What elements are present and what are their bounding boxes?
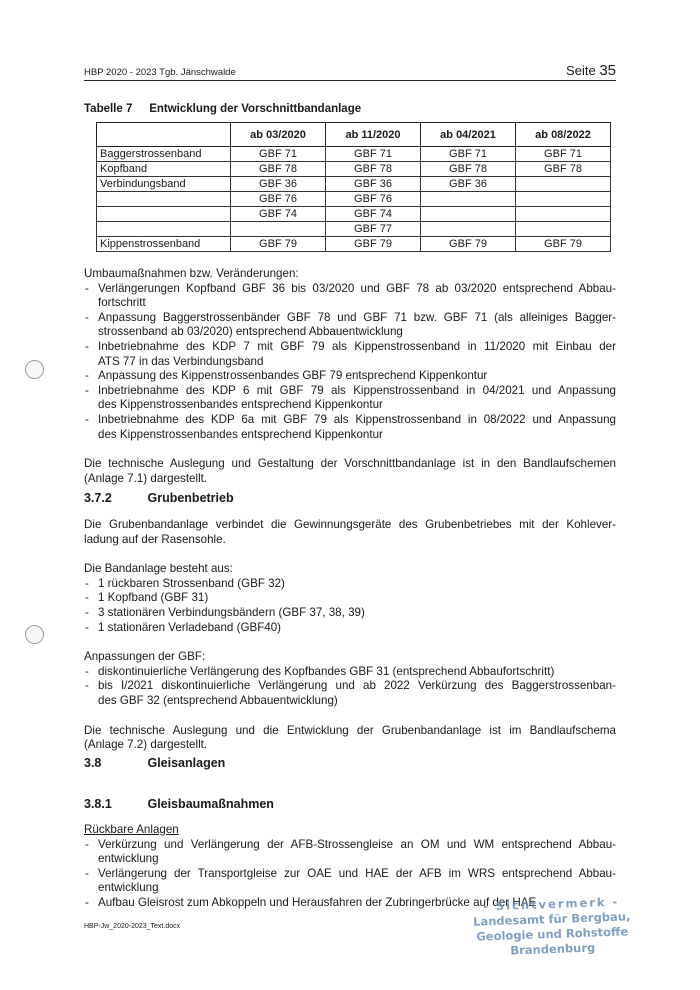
list-item-line: des GBF 32 (entsprechend Abbauentwicklung): [98, 693, 338, 707]
punch-hole: [25, 625, 44, 644]
table-header-cell: ab 11/2020: [326, 123, 421, 147]
list-item-line: - diskontinuierliche Verlängerung des Kopfbandes GBF 31 (entsprechend Abbaufortschritt): [98, 664, 555, 678]
table-row: [97, 237, 611, 252]
umbau-closing-line: Die technische Auslegung und Gestaltung der Vorschnittbandanlage ist in den Bandlaufschemen: [84, 457, 616, 471]
stamp-line: - Sichtvermerk -: [482, 894, 620, 914]
bandanlage-list-item: [84, 591, 616, 606]
stamp-line: Brandenburg: [510, 940, 596, 958]
list-item-line: - Inbetriebnahme des KDP 7 mit GBF 79 als Kippenstrossenband in 11/2020 mit Einbau der: [98, 339, 616, 353]
table-cell: GBF 79: [326, 237, 421, 252]
list-item-line: - Verlängerung der Transportgleise zur OAE und HAE der AFB im WRS entsprechend Abbau-: [98, 866, 616, 880]
heading-381: [84, 797, 274, 811]
table-cell: GBF 79: [231, 237, 326, 252]
table-cell: [421, 192, 516, 207]
table-cell: [421, 222, 516, 237]
heading-number: 3.7.2: [84, 491, 112, 505]
stamp-line: Landesamt für Bergbau,: [472, 909, 631, 929]
table-header-cell: ab 03/2020: [231, 123, 326, 147]
stamp-line: Geologie und Rohstoffe: [476, 924, 629, 944]
list-item-line: - 1 stationären Verladeband (GBF40): [98, 620, 282, 634]
table-cell: GBF 36: [326, 177, 421, 192]
table-cell: GBF 76: [231, 192, 326, 207]
list-item-line: des Kippenstrossenbandes entsprechend Kippenkontur: [98, 427, 383, 441]
umbau-list: [84, 282, 616, 443]
table-cell: [516, 177, 611, 192]
adjust-intro: Anpassungen der GBF:: [84, 650, 206, 664]
heading-38: [84, 756, 225, 770]
list-item-line: - Anpassung Baggerstrossenbänder GBF 78 und GBF 71 bzw. GBF 71 (als alleiniges Bagger-: [98, 310, 616, 324]
row-label-cell: Verbindungsband: [97, 177, 231, 192]
list-item-line: - Verkürzung und Verlängerung der AFB-Strossengleise an OM und WM entsprechend Abbau-: [98, 837, 616, 851]
bandanlage-intro: Die Bandanlage besteht aus:: [84, 562, 233, 576]
umbau-intro: Umbaumaßnahmen bzw. Veränderungen:: [84, 267, 299, 280]
intro-line: Die Grubenbandanlage verbindet die Gewinnungsgeräte des Grubenbetriebes mit der Kohlever-: [84, 518, 616, 531]
gleis-list-item: [84, 867, 616, 896]
umbau-closing-line: (Anlage 7.1) dargestellt.: [84, 471, 208, 485]
list-item-line: - 3 stationären Verbindungsbändern (GBF 37, 38, 39): [98, 605, 365, 619]
table-cell: GBF 74: [326, 207, 421, 222]
table-cell: GBF 79: [421, 237, 516, 252]
list-item-line: entwicklung: [98, 852, 159, 866]
list-item-line: entwicklung: [98, 881, 159, 895]
list-item-line: - bis I/2021 diskontinuierliche Verlängerung und ab 2022 Verkürzung des Baggerstrossenban-: [98, 679, 616, 693]
table-header-cell: [97, 123, 231, 147]
closing-line: Die technische Auslegung und die Entwicklung der Grubenbandanlage ist im Bandlaufschema: [84, 723, 616, 737]
heading-title: Gleisanlagen: [147, 756, 226, 770]
list-item-line: - Aufbau Gleisrost zum Abkoppeln und Herausfahren der Zubringerbrücke auf der HAE: [98, 895, 537, 909]
adjust-list: [84, 665, 616, 709]
table-row: [97, 147, 611, 162]
table-cell: GBF 78: [231, 162, 326, 177]
list-item-line: - Verlängerungen Kopfband GBF 36 bis 03/2020 und GBF 78 ab 03/2020 entsprechend Abbau-: [98, 281, 616, 295]
umbau-list-item: [84, 311, 616, 340]
list-item-line: - Inbetriebnahme des KDP 6 mit GBF 79 als Kippenstrossenband in 04/2021 und Anpassung: [98, 383, 616, 397]
row-label-cell: [97, 222, 231, 237]
page-number-value: 35: [599, 62, 616, 79]
table-cell: [231, 222, 326, 237]
table-header-row: [97, 123, 611, 147]
subheading-rueckbare: Rückbare Anlagen: [84, 823, 179, 836]
approval-stamp: [471, 894, 633, 960]
data-table: [96, 122, 611, 252]
heading-title: Grubenbetrieb: [147, 491, 234, 505]
section-372-closing: [84, 724, 616, 753]
table-cell: GBF 71: [326, 147, 421, 162]
table-cell: GBF 77: [326, 222, 421, 237]
page-number: [566, 62, 616, 79]
table-cell: [421, 207, 516, 222]
closing-line: (Anlage 7.2) dargestellt.: [84, 738, 208, 752]
row-label-cell: Kippenstrossenband: [97, 237, 231, 252]
bandanlage-list: [84, 577, 616, 635]
table-cell: GBF 74: [231, 207, 326, 222]
heading-372: [84, 491, 234, 505]
table-cell: GBF 36: [231, 177, 326, 192]
heading-number: 3.8.1: [84, 797, 112, 811]
gleis-list-item: [84, 838, 616, 867]
table-header-cell: ab 04/2021: [421, 123, 516, 147]
table-cell: GBF 71: [421, 147, 516, 162]
table-cell: [516, 192, 611, 207]
row-label-cell: Baggerstrossenband: [97, 147, 231, 162]
row-label-cell: [97, 192, 231, 207]
umbau-list-item: [84, 369, 616, 384]
table-cell: GBF 76: [326, 192, 421, 207]
table-caption: [84, 103, 361, 115]
list-item-line: strossenband ab 03/2020) entsprechend Abbauentwicklung: [98, 325, 403, 339]
list-item-line: ATS 77 in das Verbindungsband: [98, 354, 264, 368]
bandanlage-list-item: [84, 621, 616, 636]
heading-number: 3.8: [84, 756, 102, 770]
heading-title: Gleisbaumaßnahmen: [147, 797, 274, 811]
table-cell: GBF 36: [421, 177, 516, 192]
document-title: HBP 2020 - 2023 Tgb. Jänschwalde: [84, 67, 236, 78]
table-cell: GBF 79: [516, 237, 611, 252]
table-caption-title: Entwicklung der Vorschnittbandanlage: [149, 103, 362, 115]
table-cell: GBF 78: [326, 162, 421, 177]
table-cell: GBF 78: [516, 162, 611, 177]
section-372-body: [84, 518, 616, 753]
umbau-closing: [84, 457, 616, 486]
list-item-line: des Kippenstrossenbandes entsprechend Kippenkontur: [98, 398, 383, 412]
bandanlage-list-item: [84, 606, 616, 621]
list-item-line: - 1 rückbaren Strossenband (GBF 32): [98, 576, 285, 590]
table-cell: GBF 71: [516, 147, 611, 162]
umbau-list-item: [84, 384, 616, 413]
punch-hole: [25, 360, 44, 379]
umbau-list-item: [84, 282, 616, 311]
footer-filename: HBP-Jw_2020-2023_Text.docx: [84, 923, 181, 930]
row-label-cell: [97, 207, 231, 222]
list-item-line: fortschritt: [98, 296, 146, 310]
list-item-line: - Anpassung des Kippenstrossenbandes GBF 79 entsprechend Kippenkontur: [98, 369, 488, 383]
row-label-cell: Kopfband: [97, 162, 231, 177]
bandanlage-list-item: [84, 577, 616, 592]
umbau-section: [84, 267, 616, 486]
table-row: [97, 177, 611, 192]
adjust-list-item: [84, 665, 616, 680]
table-cell: GBF 71: [231, 147, 326, 162]
table-row: [97, 207, 611, 222]
table-row: [97, 162, 611, 177]
list-item-line: - Inbetriebnahme des KDP 6a mit GBF 79 als Kippenstrossenband in 08/2022 und Anpassung: [98, 412, 616, 426]
header-divider: [84, 80, 616, 81]
page-label: Seite: [566, 63, 596, 78]
intro-line: ladung auf der Rasensohle.: [84, 532, 226, 546]
table-header-cell: ab 08/2022: [516, 123, 611, 147]
table-cell: [516, 222, 611, 237]
table-row: [97, 192, 611, 207]
table-caption-label: Tabelle 7: [84, 103, 133, 115]
table-cell: [516, 207, 611, 222]
umbau-list-item: [84, 340, 616, 369]
umbau-list-item: [84, 413, 616, 442]
table-cell: GBF 78: [421, 162, 516, 177]
table-row: [97, 222, 611, 237]
list-item-line: - 1 Kopfband (GBF 31): [98, 591, 209, 605]
section-372-intro: [84, 518, 616, 547]
adjust-list-item: [84, 679, 616, 708]
